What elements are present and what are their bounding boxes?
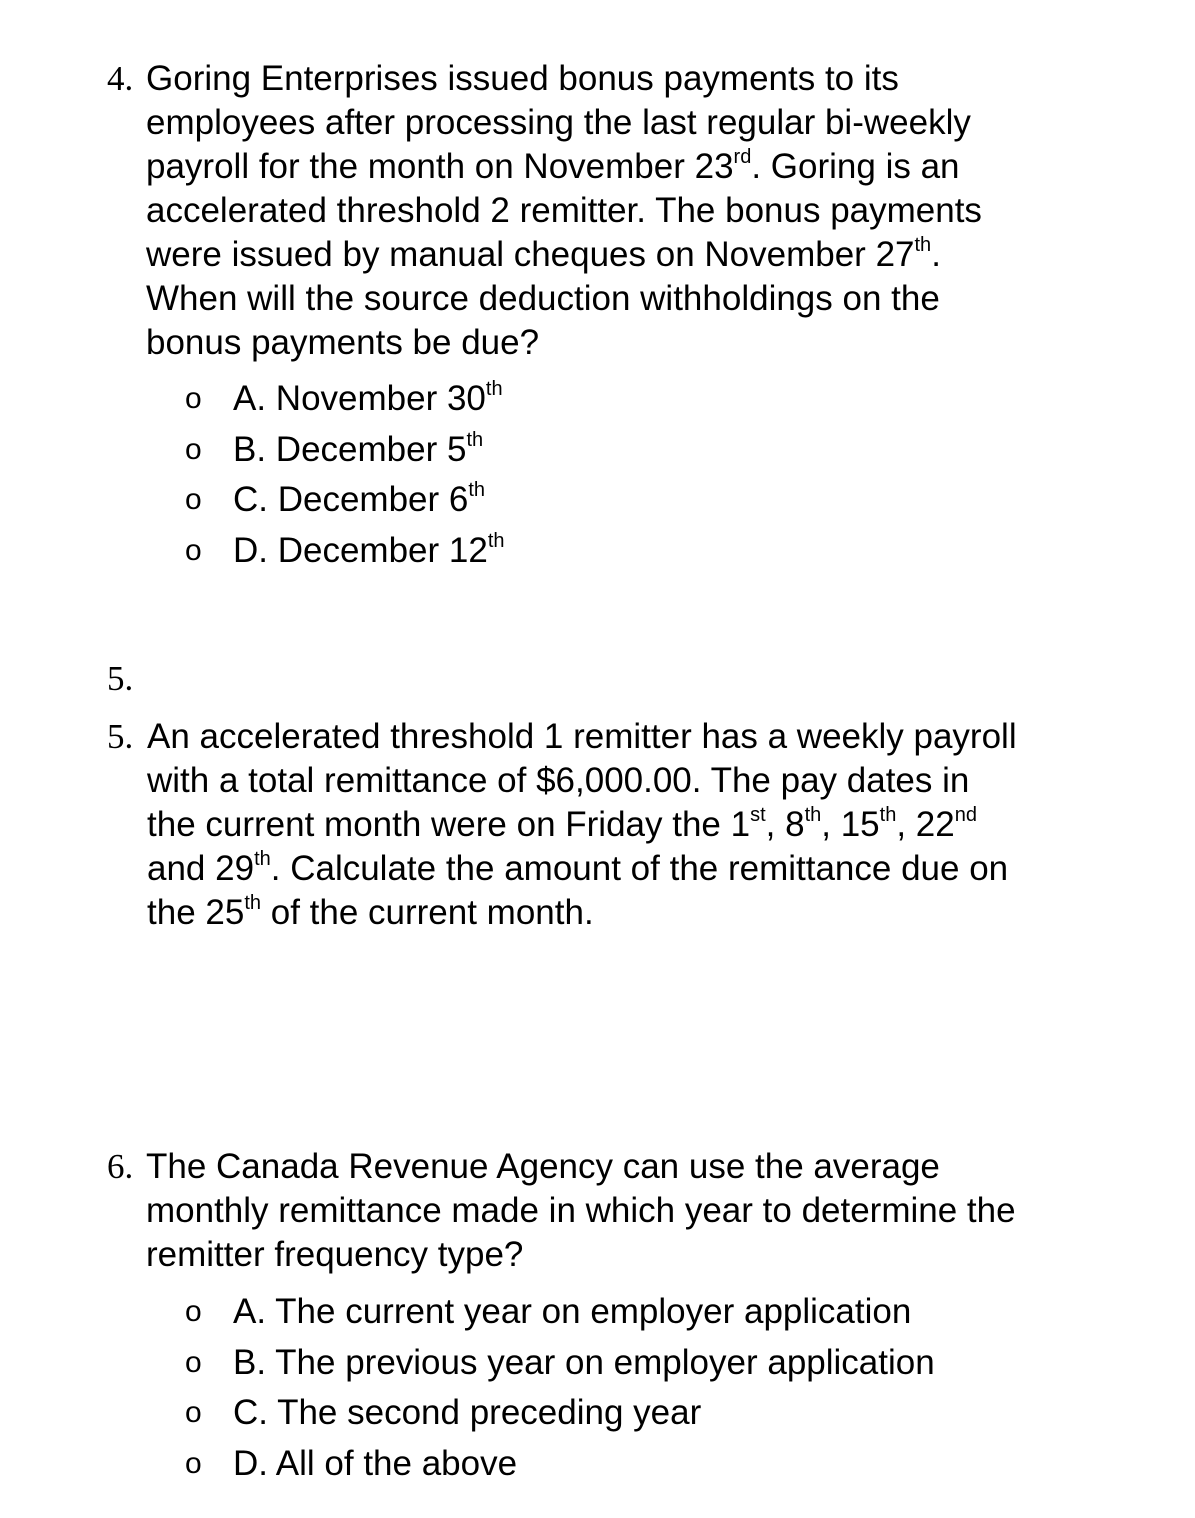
superscript: th bbox=[487, 529, 505, 552]
question-number: 4. bbox=[107, 59, 134, 98]
radio-bullet-icon: o bbox=[185, 1295, 202, 1328]
superscript: th bbox=[254, 848, 271, 871]
text-run: . Goring is an bbox=[751, 147, 960, 186]
question-line: monthly remittance made in which year to determine the bbox=[146, 1191, 1016, 1230]
radio-bullet-icon: o bbox=[185, 483, 202, 516]
question-line bbox=[147, 803, 1017, 847]
option-label: C. The second preceding year bbox=[233, 1393, 702, 1432]
text-run: the 25 bbox=[147, 893, 245, 932]
question-line: Goring Enterprises issued bonus payments to its bbox=[146, 59, 899, 98]
superscript: rd bbox=[733, 146, 752, 169]
text-run: , 15 bbox=[821, 805, 880, 844]
text-run: were issued by manual cheques on November 27 bbox=[146, 235, 915, 274]
text-run: D. December 12 bbox=[233, 530, 488, 570]
text-run: and 29 bbox=[147, 849, 255, 888]
superscript: th bbox=[468, 479, 486, 502]
question-line: remitter frequency type? bbox=[146, 1235, 524, 1274]
radio-bullet-icon: o bbox=[185, 1396, 202, 1429]
question-line: bonus payments be due? bbox=[146, 323, 540, 362]
option-label bbox=[233, 377, 503, 421]
superscript: nd bbox=[954, 804, 977, 827]
option-label: B. The previous year on employer application bbox=[233, 1342, 935, 1382]
text-run: the current month were on Friday the 1 bbox=[147, 805, 751, 844]
text-run: , 22 bbox=[896, 805, 955, 844]
option-label bbox=[233, 529, 505, 573]
radio-bullet-icon: o bbox=[185, 533, 202, 567]
text-run: , 8 bbox=[765, 805, 805, 844]
question-line bbox=[147, 891, 1017, 935]
superscript: th bbox=[879, 804, 897, 827]
question-line: An accelerated threshold 1 remitter has a weekly payroll bbox=[147, 717, 1017, 756]
radio-bullet-icon: o bbox=[185, 432, 202, 466]
text-run: C. December 6 bbox=[233, 480, 469, 519]
text-run: payroll for the month on November 23 bbox=[146, 147, 734, 186]
question-line: with a total remittance of $6,000.00. The pay dates in bbox=[147, 761, 970, 800]
text-run: . Calculate the amount of the remittance due on bbox=[270, 849, 1009, 888]
superscript: th bbox=[804, 804, 822, 827]
option-label bbox=[233, 478, 485, 522]
text-run: B. December 5 bbox=[233, 429, 467, 469]
question-line: The Canada Revenue Agency can use the average bbox=[146, 1147, 940, 1186]
superscript: th bbox=[466, 428, 484, 451]
text-run: . bbox=[931, 235, 941, 274]
option-label: A. The current year on employer application bbox=[233, 1292, 912, 1331]
superscript: st bbox=[750, 804, 766, 827]
question-text bbox=[146, 57, 982, 365]
superscript: th bbox=[485, 378, 503, 401]
question-number: 5. bbox=[107, 659, 134, 698]
question-number: 6. bbox=[107, 1147, 134, 1186]
superscript: th bbox=[244, 892, 261, 915]
question-line: accelerated threshold 2 remitter. The bonus payments bbox=[146, 191, 982, 230]
option-label: D. All of the above bbox=[233, 1443, 518, 1483]
question-text bbox=[147, 715, 1017, 935]
question-line bbox=[146, 145, 982, 189]
radio-bullet-icon: o bbox=[185, 382, 202, 415]
question-line: employees after processing the last regular bi-weekly bbox=[146, 103, 971, 142]
text-run: of the current month. bbox=[261, 893, 594, 932]
radio-bullet-icon: o bbox=[185, 1345, 202, 1379]
radio-bullet-icon: o bbox=[185, 1446, 202, 1480]
question-line: When will the source deduction withholdings on the bbox=[146, 279, 940, 318]
superscript: th bbox=[914, 234, 932, 257]
question-line bbox=[147, 847, 1017, 891]
question-text bbox=[146, 1145, 1016, 1277]
question-number: 5. bbox=[107, 717, 134, 756]
option-label bbox=[233, 428, 483, 472]
question-line bbox=[146, 233, 982, 277]
text-run: A. November 30 bbox=[233, 379, 486, 418]
